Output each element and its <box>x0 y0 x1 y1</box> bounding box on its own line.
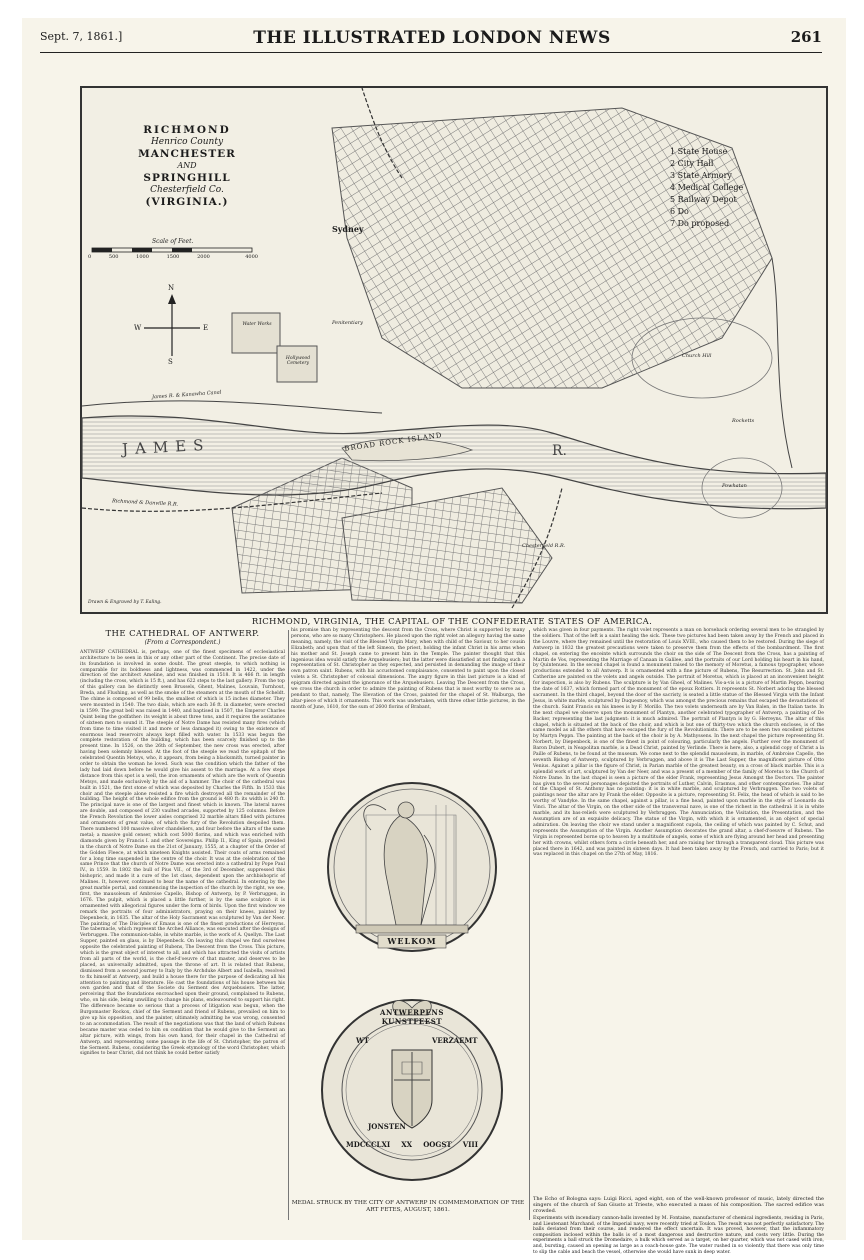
label-canal: James R. & Kanawha Canal <box>151 389 222 401</box>
label-water-works: Water Works <box>242 322 272 327</box>
label-richmond-danville: Richmond & Danville R.R. <box>111 498 179 508</box>
legend-item: 3 State Armory <box>670 171 732 180</box>
james-river <box>82 416 826 509</box>
map-title-springhill: SPRINGHILL <box>143 172 231 184</box>
medal-bottom-inscription <box>346 1140 478 1149</box>
legend-item: 4 Medical College <box>670 183 744 192</box>
article-subtitle: (From a Correspondent.) <box>144 638 221 646</box>
medal-obverse-drawing <box>326 775 498 985</box>
richmond-map <box>80 86 828 614</box>
scale-tick: 1000 <box>136 254 149 260</box>
scale-bar <box>92 248 252 252</box>
article-column-2 <box>291 628 525 768</box>
medal-welkom-label: WELKOM <box>387 936 437 946</box>
label-rocketts: Rocketts <box>732 418 755 424</box>
label-broad-rock-island: BROAD ROCK ISLAND <box>343 431 443 453</box>
label-powhatan: Powhatan <box>722 483 747 489</box>
water-works-block <box>232 313 280 353</box>
compass-north: N <box>168 284 175 292</box>
legend-item: 5 Railway Depot <box>670 195 737 204</box>
header-date: Sept. 7, 1861.] <box>40 30 123 43</box>
scale-label: Scale of Feet. <box>152 238 194 245</box>
creek-east <box>772 258 792 468</box>
medal-reverse <box>326 990 498 1190</box>
medal-word: JONSTEN <box>368 1122 406 1131</box>
scale-tick: 0 <box>88 254 92 260</box>
legend-item: 6 Do <box>670 207 689 216</box>
compass-south: S <box>168 358 173 366</box>
map-title-henrico: Henrico County <box>150 137 224 147</box>
page-number: 261 <box>790 28 822 46</box>
legend-item: 1 State House <box>670 147 728 156</box>
medal-word: OOGST <box>423 1140 452 1149</box>
medal-caption: MEDAL STRUCK BY THE CITY OF ANTWERP IN COMMEMORATION OF THE ART FETES, AUGUST, 1861. <box>291 1200 525 1213</box>
map-title-chesterfield: Chesterfield Co. <box>150 185 224 195</box>
compass-rose <box>144 294 200 356</box>
article-title: THE CATHEDRAL OF ANTWERP. <box>105 629 260 639</box>
experiments-paragraph: Experiments with incendiary cannon-balls invented by M. Fontaine, manufacturer of chemical ingredients, residing in Paris, and Lieutenant Marchand, of the Imperial navy, were recently tried at Toulon. The result was not perfectly satisfactory. The balls deviated from their course, and rendered the effect uncertain. It was proved, however, that the inflammatory composition inclosed within the balls is of a most dangerous and destructive nature, and costs very little. During the experiments a ball struck the Dromedaire, a hulk which served as a target, on her quarter, which was not cased with iron, and, bursting, caused an opening as large as a coach-house gate. The water rushed in so violently that there was only time to slip the cable and beach the vessel, otherwise she would have sunk in deep water. <box>533 1216 824 1255</box>
article-body-col1: ANTWERP CATHEDRAL is, perhaps, one of the finest specimens of ecclesiastical architecture to be seen in this or any other part of the Continent. The precise date of its foundation is involved in some doubt. The great steeple, to which nothing is comparable for its boldness and lightness, was commenced in 1422, under the direction of the architect Ameline, and was finished in 1518. It is 466 ft. in length (including the cross, which is 15 ft.), and has 622 steps to the last gallery. From the top of this gallery can be distinctly seen Brussels, Ghent, Malines, Louvain, Turnhout, Breda, and Flushing, as well as the smoke of the steamers at the mouth of the Scheldt. The chime is composed of 99 bells, the smallest of which is 15 inches diameter. They were mounted in 1540. The two dials, which are each 36 ft. in diameter, were erected in 1599. The great bell was raised in 1440, and baptised in 1507, the Emperor Charles Quint being the godfather: its weight is about three tons, and it requires the assistance of sixteen men to sound it. The steeple of Notre Dame has resisted many fires (which from time to time visited it and more or less damaged it) owing to the existence of enormous lead reservoirs always kept filled with water. In 1533 was begun the complete restoration of the building, which has been scarcely finished up to the present time. In 1526, on the 26th of September, the new cross was erected, after having been solemnly blessed. At the foot of the steeple we read the epitaph of the celebrated Quentin Metsys, who, it appears, from being a blacksmith, turned painter in order to obtain the woman he loved. Such was the condition which the father of the lady had laid down before he would give his assent to the marriage. At a few steps distance from this spot is a well, the iron ornaments of which are the work of Quentin Metsys, and made exclusively by the aid of a hammer. The choir of the cathedral was built in 1521, the first stone of which was deposited by Charles the Fifth. In 1533 this choir and the steeple alone resisted a fire which destroyed all the remainder of the building. The height of the whole edifice from the ground is 480 ft: its width is 240 ft. The principal nave is one of the largest and finest which is known. The lateral naves are double, and composed of 230 vaulted arcades, supported by 125 columns. Before the French Revolution the lower aisles comprised 32 marble altars filled with pictures and ornaments of great value, of which the fury of the Revolution despoiled them. There numbered 100 massive silver chandeliers, and four before the altars of the same metal; a massive gold censer, which cost 5000 florins, and which was enriched with diamonds given by Francis I. and other Sovereigns. Philip II., King of Spain, presided in the church of Notre Dame on the 21st of January, 1555, at a chapter of the Order of the Golden Fleece, at which nineteen Knights assisted. Their coats of arms remained for a long time suspended in the centre of the choir. It was at the celebration of the same Prince that the church of Notre Dame was erected into a cathedral by Pope Paul IV., in 1559. In 1802 the bull of Pius VII., of the 3rd of December, suppressed this bishopric, and made it a cure of the 1st class, dependent upon the archbishopric of Malines. It, however, continued to bear the name of the cathedral. In entering by the great marble portal, and commencing the inspection of the church by the right, we see, first, the mausoleum of Ambroise Capello, Bishop of Antwerp, by P. Verbruggen, in 1676. The pulpit, which is placed a little further, is by the same sculptor: it is ornamented with allegorical figures under the form of birds. Upon the first window we remark the portraits of four administrators, praying on their knees, painted by Diepenbeck, in 1635. The altar of the Holy Sacrament was sculptured by Van der Neer. The painting of The Disciples of Emaus is one of the finest productions of Herreyns. The tabernacle, which represent the Arched Alliance, was executed after the designs of Verbruggen. The communion-table, in white marble, is the work of A. Quellyn. The Last Supper, painted on glass, is by Diepenbeck. On leaving this chapel we find ourselves opposite the celebrated painting of Rubens, The Descent from the Cross. This picture, which is the great object of interest to all, and which has attracted the visits of artists from all parts of the world, is the chef-d'oeuvre of that master, and deserves to be placed, as universally admitted, upon the throne of art. It is related that Rubens, dismissed from a second journey to Italy by the Archduke Albert and Isabella, resolved to fix himself at Antwerp, and build a house there for the purpose of dedicating all his attention to painting and literature. He cast the foundations of his house between his own garden and that of the Societe du Serment des Arquebusiers. The latter, perceiving that the foundations encroached upon their ground, complained to Rubens, who, on his side, being unwilling to change his plans, endeavoured to support his right. The difference became so serious that a process of litigation was begun, when the Burgomaster Rockox, chief of the Serment and friend of Rubens, prevailed on him to give up his opposition, and the painter, ultimately admitting he was wrong, consented to an accommodation. The result of the negotiations was that the land of which Rubens became master was ceded to him on condition that he would give to the Serment an altar picture, with wings, from his own hand, for their chapel in the Cathedral of Antwerp, and representing some passage in the life of St. Christopher, the patron of the Serment. Rubens, considering the Greek etymology of the word Christopher, which signifies to bear Christ, did not think he could better satisfy <box>80 649 285 1057</box>
engraver-credit: Drawn & Engraved by T. Ealing. <box>88 600 162 605</box>
scale-ticks <box>88 254 258 260</box>
scale-tick: 500 <box>108 254 119 260</box>
label-river: R. <box>552 443 567 459</box>
medal-word: MDCCCLXI <box>346 1140 391 1149</box>
compass-west: W <box>134 324 142 332</box>
map-title-manchester: MANCHESTER <box>138 148 236 160</box>
map-title-block <box>112 124 262 208</box>
news-briefs <box>533 1196 824 1255</box>
column-rule <box>529 630 530 1220</box>
label-chesterfield-rr: Chesterfield R.R. <box>522 543 566 549</box>
medal-word: VIII <box>462 1140 478 1149</box>
medal-ring-text: ANTWERPENS KUNSTFEEST <box>379 1008 445 1026</box>
scale-tick: 2000 <box>197 254 210 260</box>
article-body-col3: which was given in four payments. The right volet represents a man on horseback ordering several men to be strangled by the soldiers. That of the left is a saint healing the sick. These two pictures had been taken away by the French and placed in the Louvre, where they remained until the restoration of Louis XVIII., who caused them to be restored. During the siege of Antwerp in 1832 the greatest precautions were taken to preserve them from the effects of the bombardment. The first chapel, on entering the enceinte which surrounds the choir on the side of The Descent from the Cross, has a painting of Martin de Vos, representing the Marriage of Canaan in Galilee, and the portraits of our Lord holding his heart in his hand, by Quintenuez. In the second chapel is found a monument raised to the memory of Moretus, a famous typographer, whose productions extended to all Antwerp. It is ornamented with a fine picture of Rubens, The Resurrection. St. John and St. Catherine are painted on the volets and angels outside. The portrait of Moretus, which is placed at an inconvenient height for inspection, is also by Rubens. The sculpture is by Van Gheel, of Malines. Vis-a-vis is a picture of Martin Peppn, bearing the date of 1637, which formed part of the monument of the epoux Rottiers. It represents St. Norbert adoring the blessed sacrament. In the third chapel, beyond the door of the sacristy, is seated a little statue of the Blessed Virgin with the Infant Jesus, in white marble, sculptured by Duquesnoy, which was amongst the precious remains that escaped the devastations of the church. Saint Francis on his knees is by F. Morillo. The two volets underneath are by Van Balen, in the Italian taste. In the next chapel we observe upon the monument of Plantyn, another celebrated typographer of Antwerp, a painting of De Backer, representing the last judgment: it is much admired. The portrait of Plantyn is by G. Herreyns. The altar of this chapel, which is situated at the back of the choir, and which is but one of thirty-two which the church encloses, is of the same model as all the others that have escaped the fury of the Revolutionists. There are to be seen two excellent pictures by Martyn Peppn. The painting at the back of the choir is by A. Mathyssens. In the next chapel the picture representing St. Norbert, by Diepenbeck, is one of the finest in point of colouring, particularly the angels. Further over the monument of Baron Dubert, in Neapolitan marble, is a Dead Christ, painted by Verlinde. There is here, also, a splendid copy of Christ a la Paille of Rubens, to be found at the museum. We come next to the splendid mausoleum, in marble, of Ambroise Capello, the seventh Bishop of Antwerp, sculptured by Verbruggen, and above it is The Last Supper, the magnificent picture of Otto Venius. Against a pillar is the figure of Christ, in Parian marble of the greatest beauty, on a cross of black marble. This is a splendid work of art, sculptured by Van der Neer, and was a present of a member of the family of Moretus to the Church of Notre Dame. In the last chapel is seen a picture of the elder Frank, representing Jesus Amongst the Doctors. The painter has given to the several personages depicted the portraits of Luther, Calvin, Erasmus, and other contemporaries. The altar of the Chapel of St. Anthony has no painting: it is in white marble, and sculptured by Verbruggen. The two volets of paintings near the altar are by Frank the elder. Opposite is a picture, representing St. Felix, the head of which is said to be worthy of Vandyke. In the same chapel, against a pillar, is a fine head, painted upon marble in the style of Leonardo da Vinci. The altar of the Virgin, on the other side of the transversal nave, is one of the richest in the cathedral: it is in white marble, and its bas-reliefs were sculptured by Verbruggen. The Annunciation, the Visitation, the Presentation, and the Assumption are of an exquisite delicacy. The statue of the Virgin, with which it is ornamented, is an object of special admiration. On leaving the choir we stand under a magnificent cupola, the ceiling of which was painted by C. Schut, and represents the Assumption of the Virgin. Another Assumption decorates the grand altar, a chef-d'oeuvre of Rubens. The Virgin is represented borne up to heaven by a multitude of angels, some of which are flying around her head and presenting her with crowns, whilst others form a circle beneath her, and are raising her through a transparent cloud. This picture was placed there in 1642, and was painted in sixteen days. It had been taken away by the French, and carried to Paris; but it was replaced in this chapel on the 27th of May, 1816. <box>533 628 824 858</box>
label-church-hill: Church Hill <box>682 353 712 359</box>
legend-item: 2 City Hall <box>670 159 714 168</box>
article-column-3 <box>533 628 824 1188</box>
label-james: JAMES <box>121 435 211 459</box>
medal-word: WT <box>356 1036 370 1045</box>
medal-word: XX <box>401 1140 413 1149</box>
label-penitentiary: Penitentiary <box>332 320 363 326</box>
compass-east: E <box>203 324 209 332</box>
column-rule <box>288 630 289 1220</box>
medal-obverse <box>326 775 498 985</box>
scale-tick: 4000 <box>245 254 258 260</box>
map-title-and: AND <box>177 161 197 170</box>
label-sydney: Sydney <box>332 224 364 234</box>
header-rule <box>40 52 822 53</box>
label-hollywood: Hollywood Cemetery <box>285 356 311 366</box>
echo-paragraph: The Echo of Bologna says: Luigi Ricci, aged eight, son of the well-known professor of music, lately directed the singers of the church of San Giusto at Trieste, who executed a mass of his composition. The sacred edifice was crowded. <box>533 1196 824 1214</box>
publication-title: THE ILLUSTRATED LONDON NEWS <box>253 28 611 48</box>
canal-line <box>82 401 382 413</box>
map-caption: RICHMOND, VIRGINIA, THE CAPITAL OF THE CONFEDERATE STATES OF AMERICA. <box>251 617 653 627</box>
map-legend <box>670 146 743 230</box>
map-title-richmond: RICHMOND <box>143 124 231 136</box>
article-column-1 <box>80 628 285 1226</box>
medal-word: VERZAEMT <box>432 1036 478 1045</box>
scale-tick: 1500 <box>166 254 180 260</box>
legend-item: 7 Do proposed <box>670 219 730 228</box>
map-title-virginia: (VIRGINIA.) <box>145 196 229 208</box>
article-body-col2: his promise than by representing the descent from the Cross, where Christ is supported by many persons, who are so many Christophers. He placed upon the right volet an allegory having the same meaning, namely, the visit of the Blessed Virgin Mary, when with child of the Saviour, to her cousin Elizabeth; and upon that of the left Simeon, the priest, holding the infant Christ in his arms when his mother and St. Joseph came to present him in the Temple. The painter thought that this ingenious idea would satisfy the Arquebusiers; but the latter were dissatisfied at not finding such a representation of St. Christopher as they expected, and persisted in demanding the image of their own patron saint. Rubens, with his accustomed complaisance, consented to paint upon the closed volets a St. Christopher of colossal dimensions. The angry figure in this last picture is a kind of epigram directed against the ignorance of the Arquebusiers. Leaving The Descent from the Cross, we cross the church in order to admire the painting of Rubens that is most worthy to serve as a pendant to that, namely, The Elevation of the Cross, painted for the chapel of St. Walburga, the altar-piece of which it ornaments. This work was undertaken, with three other little pictures, in the month of June, 1610, for the sum of 2600 florins of Brabant, <box>291 628 525 710</box>
